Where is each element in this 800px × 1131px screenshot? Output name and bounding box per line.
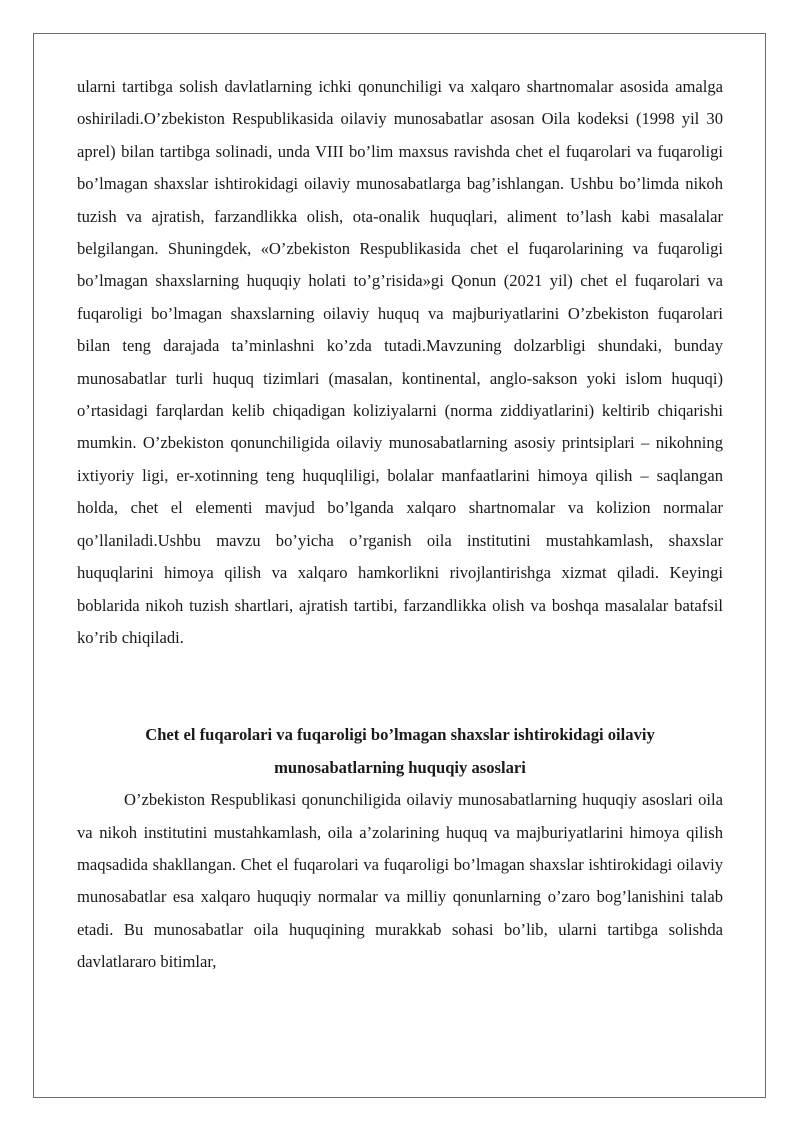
section-heading-line-2: munosabatlarning huquqiy asoslari: [274, 757, 526, 777]
section-paragraph: O’zbekiston Respublikasi qonunchiligida oilaviy munosabatlarning huquqiy asoslari oila va nikoh institutini mustahkamlash, oila a’zolarining huquq va majburiyatlarini himoya qilish maqsadida shakllangan. Chet el fuqarolari va fuqaroligi bo’lmagan shaxslar ishtirokidagi oilaviy munosabatlar esa xalqaro huquqiy normalar va milliy qonunlarning o’zaro bog’lanishini talab etadi. Bu munosabatlar oila huquqining murakkab sohasi bo’lib, ularni tartibga solishda davlatlararo bitimlar,: [77, 790, 723, 972]
section-heading: [77, 719, 723, 784]
section-heading-line-1: Chet el fuqarolari va fuqaroligi bo’lmagan shaxslar ishtirokidagi oilaviy: [145, 725, 655, 745]
document-body: [77, 71, 723, 979]
body-paragraph: ularni tartibga solish davlatlarning ichki qonunchiligi va xalqaro shartnomalar asosida amalga oshiriladi.O’zbekiston Respublikasida oilaviy munosabatlar asosan Oila kodeksi (1998 yil 30 aprel) bilan tartibga solinadi, unda VIII bo’lim maxsus ravishda chet el fuqarolari va fuqaroligi bo’lmagan shaxslar ishtirokidagi oilaviy munosabatlarga bag’ishlangan. Ushbu bo’limda nikoh tuzish va ajratish, farzandlikka olish, ota-onalik huquqlari, aliment to’lash kabi masalalar belgilangan. Shuningdek, «O’zbekiston Respublikasida chet el fuqarolarining va fuqaroligi bo’lmagan shaxslarning huquqiy holati to’g’risida»gi Qonun (2021 yil) chet el fuqarolari va fuqaroligi bo’lmagan shaxslarning oilaviy huquq va majburiyatlarini O’zbekiston fuqarolari bilan teng darajada ta’minlashni ko’zda tutadi.Mavzuning dolzarbligi shundaki, bunday munosabatlar turli huquq tizimlari (masalan, kontinental, anglo-sakson yoki islom huquqi) o’rtasidagi farqlardan kelib chiqadigan koliziyalarni (norma ziddiyatlarini) keltirib chiqarishi mumkin. O’zbekiston qonunchiligida oilaviy munosabatlarning asosiy printsiplari – nikohning ixtiyoriy ligi, er-xotinning teng huquqliligi, bolalar manfaatlarini himoya qilish – saqlangan holda, chet el elementi mavjud bo’lganda xalqaro shartnomalar va kolizion normalar qo’llaniladi.Ushbu mavzu bo’yicha o’rganish oila institutini mustahkamlash, shaxslar huquqlarini himoya qilish va xalqaro hamkorlikni rivojlantirishga xizmat qiladi. Keyingi boblarida nikoh tuzish shartlari, ajratish tartibi, farzandlikka olish va boshqa masalalar batafsil ko’rib chiqiladi.: [77, 77, 723, 647]
section-spacer: [77, 654, 723, 719]
